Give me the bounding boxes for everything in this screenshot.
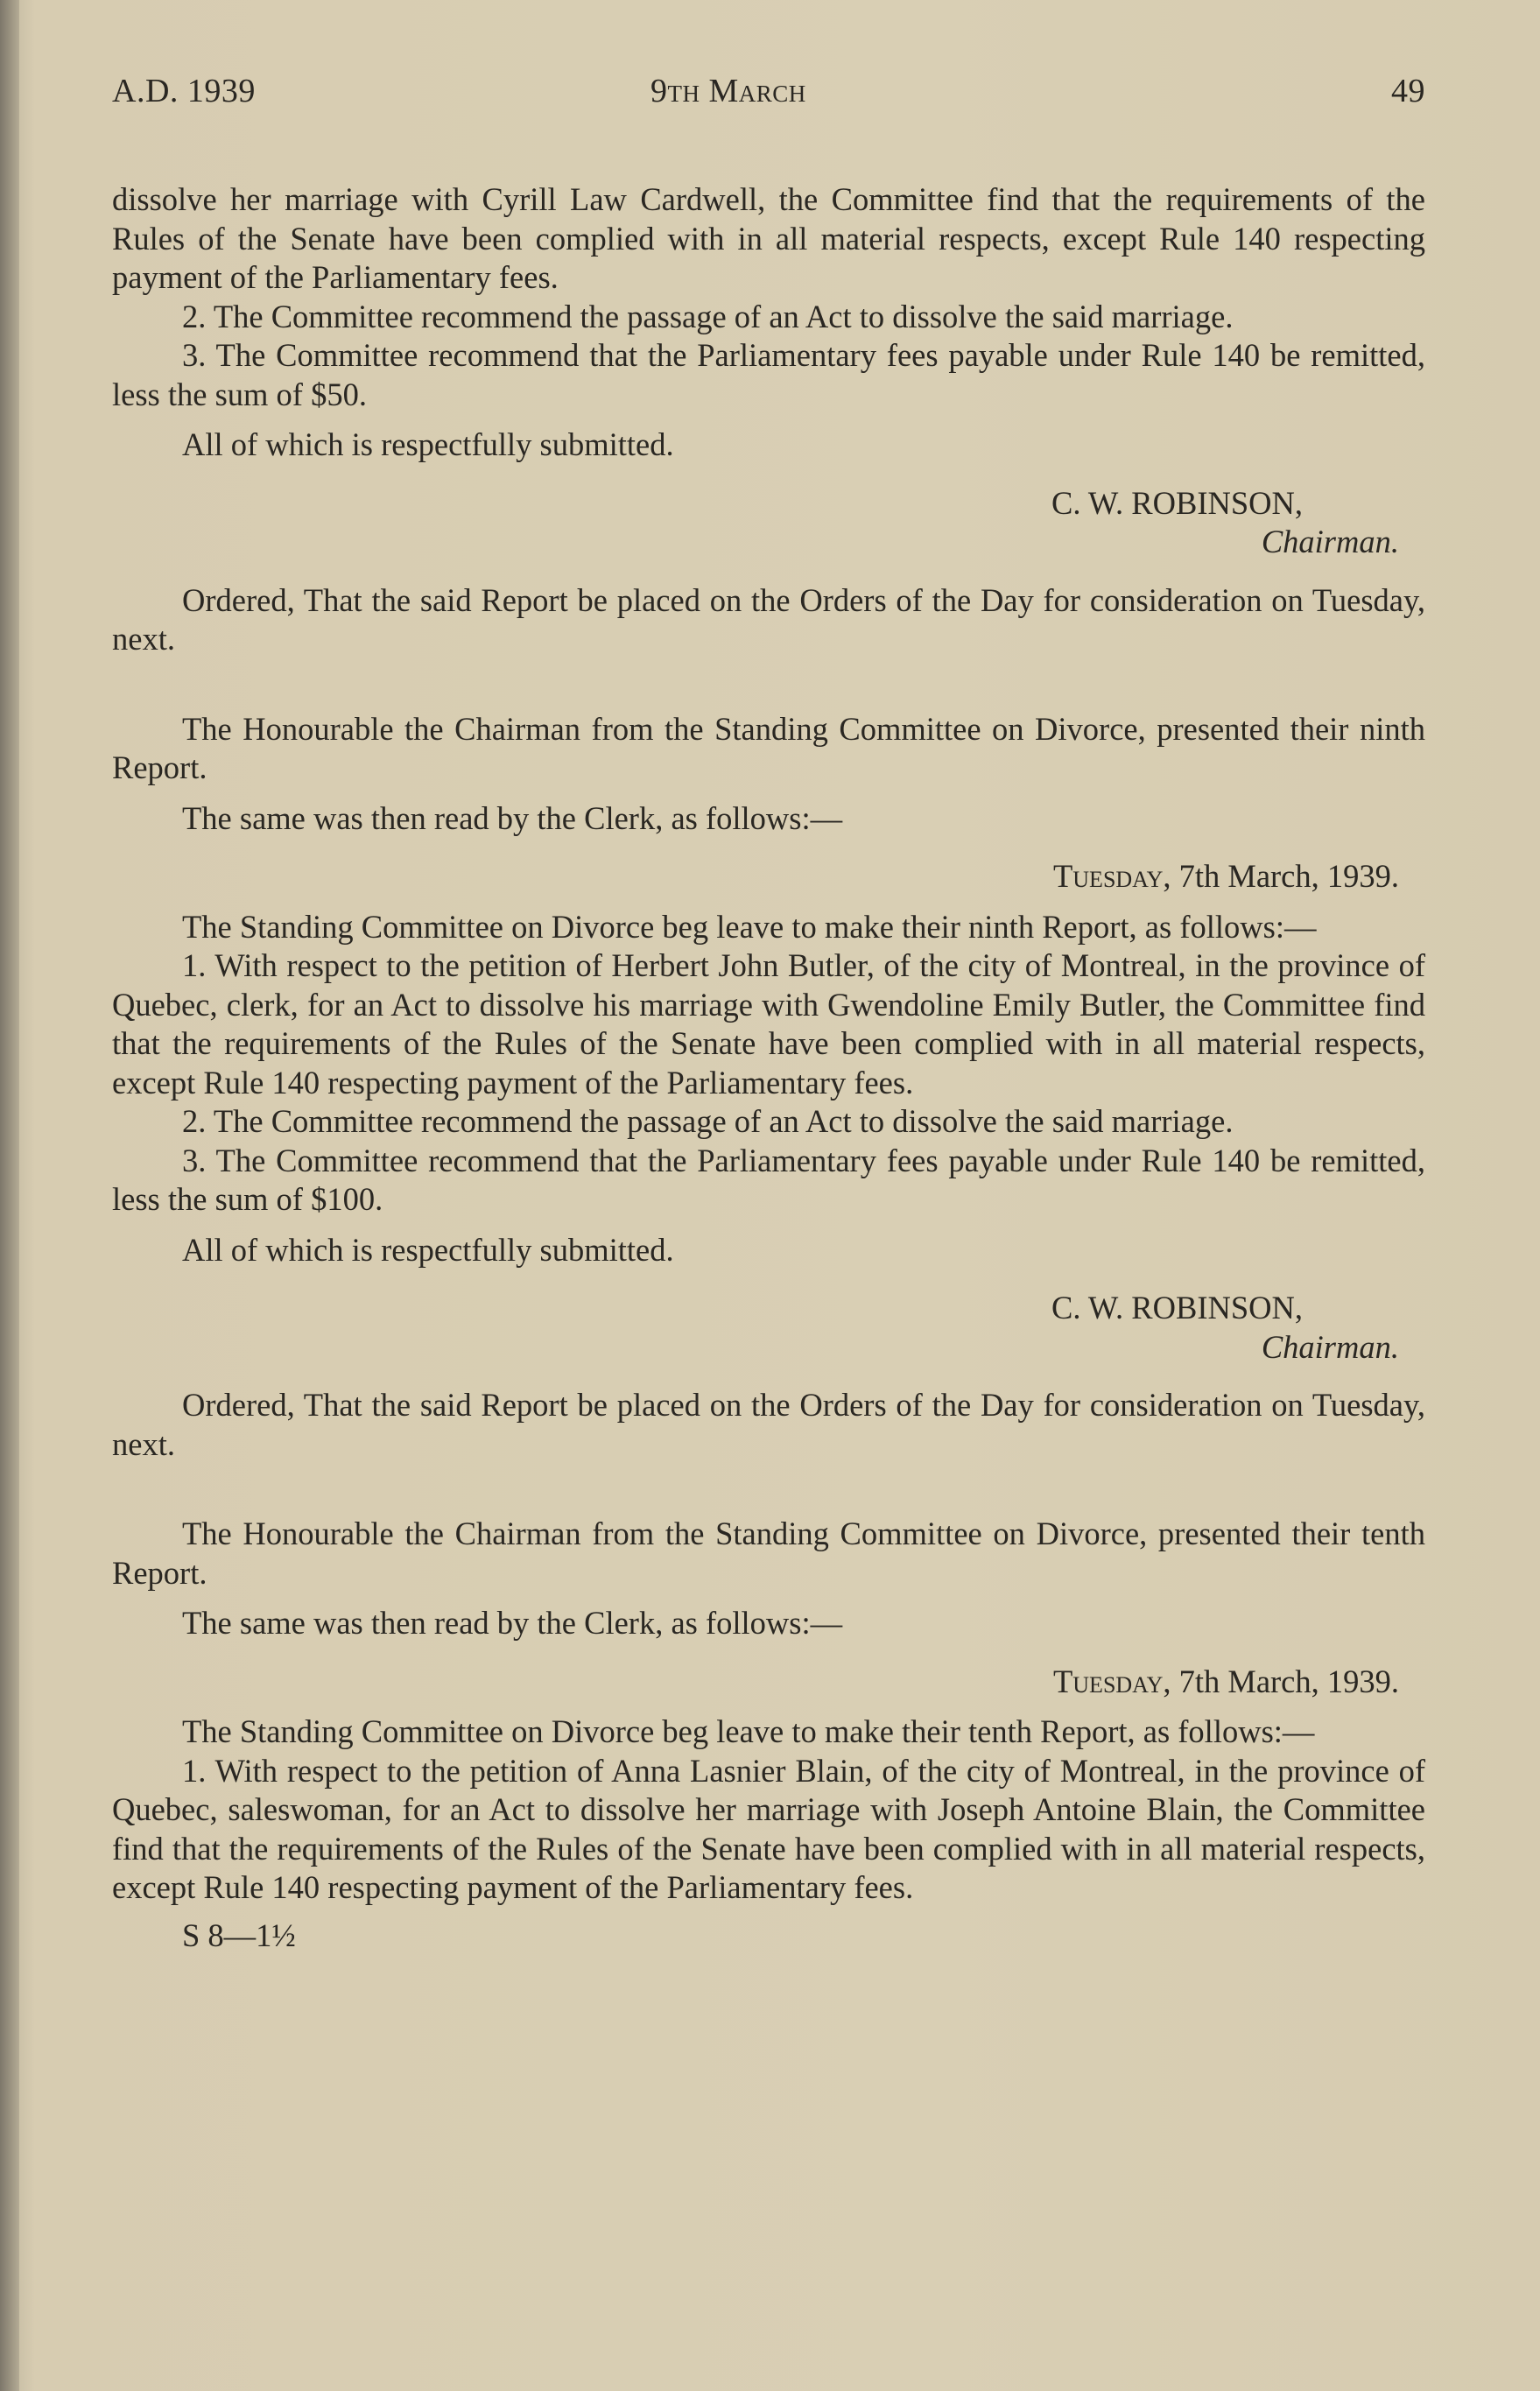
signature-name: C. W. ROBINSON, [1051, 484, 1303, 521]
paragraph-submitted: All of which is respectfully submitted. [182, 426, 674, 462]
report-date-day: Tuesday [1052, 858, 1164, 894]
page-number: 49 [1391, 73, 1425, 109]
paragraph-item-2: 2. The Committee recommend the passage of an Act to dissolve the said marriage. [182, 298, 1234, 334]
header-year: A.D. 1939 [112, 73, 256, 109]
report-date [112, 1663, 1425, 1702]
paragraph-ordered: Ordered, That the said Report be placed on the Orders of the Day for consideration on Tuesday, next. [112, 1387, 1425, 1462]
paragraph-submitted: All of which is respectfully submitted. [182, 1231, 674, 1268]
paragraph-continuation: dissolve her marriage with Cyrill Law Cardwell, the Committee find that the requirements of the Rules of the Senate have been complied with in all material respects, except Rule 140 respecting payment of the Parliamentary fees. [112, 181, 1425, 295]
signature-mark: S 8—1½ [182, 1916, 296, 1953]
paragraph-beg-leave: The Standing Committee on Divorce beg leave to make their tenth Report, as follows:— [182, 1713, 1315, 1749]
paragraph-presented: The Honourable the Chairman from the Standing Committee on Divorce, presented their ninth Report. [112, 710, 1425, 785]
header-date: 9th March [650, 73, 806, 109]
signature-name: C. W. ROBINSON, [1051, 1290, 1303, 1326]
page-body [112, 180, 1425, 1955]
report-date-rest: , 7th March, 1939. [1163, 1663, 1399, 1699]
paragraph-read-by-clerk: The same was then read by the Clerk, as follows:— [182, 1605, 843, 1641]
page-binding-edge [0, 0, 19, 2391]
report-date [112, 857, 1425, 897]
signature-title: Chairman. [1261, 1328, 1399, 1365]
paragraph-beg-leave: The Standing Committee on Divorce beg leave to make their ninth Report, as follows:— [182, 908, 1317, 945]
paragraph-item-1: 1. With respect to the petition of Herbert John Butler, of the city of Montreal, in the province of Quebec, clerk, for an Act to dissolve his marriage with Gwendoline Emily Butler, the Committee find that the requirements of the Rules of the Senate have been complied with in all material respects, except Rule 140 respecting payment of the Parliamentary fees. [112, 947, 1425, 1101]
paragraph-item-1: 1. With respect to the petition of Anna Lasnier Blain, of the city of Montreal, in the province of Quebec, saleswoman, for an Act to dissolve her marriage with Joseph Antoine Blain, the Committee find that the requirements of the Rules of the Senate have been complied with in all material respects, except Rule 140 respecting payment of the Parliamentary fees. [112, 1752, 1425, 1905]
signature-title: Chairman. [1261, 524, 1399, 559]
report-date-rest: , 7th March, 1939. [1163, 858, 1399, 894]
paragraph-item-2: 2. The Committee recommend the passage of an Act to dissolve the said marriage. [182, 1103, 1234, 1139]
paragraph-read-by-clerk: The same was then read by the Clerk, as follows:— [182, 799, 843, 836]
paragraph-presented: The Honourable the Chairman from the Standing Committee on Divorce, presented their tenth Report. [112, 1515, 1425, 1591]
report-date-day: Tuesday [1052, 1663, 1164, 1699]
paragraph-item-3: 3. The Committee recommend that the Parliamentary fees payable under Rule 140 be remitted, less the sum of $100. [112, 1142, 1425, 1217]
paragraph-ordered: Ordered, That the said Report be placed on the Orders of the Day for consideration on Tuesday, next. [112, 581, 1425, 657]
running-header [112, 72, 1425, 116]
paragraph-item-3: 3. The Committee recommend that the Parliamentary fees payable under Rule 140 be remitted, less the sum of $50. [112, 337, 1425, 412]
